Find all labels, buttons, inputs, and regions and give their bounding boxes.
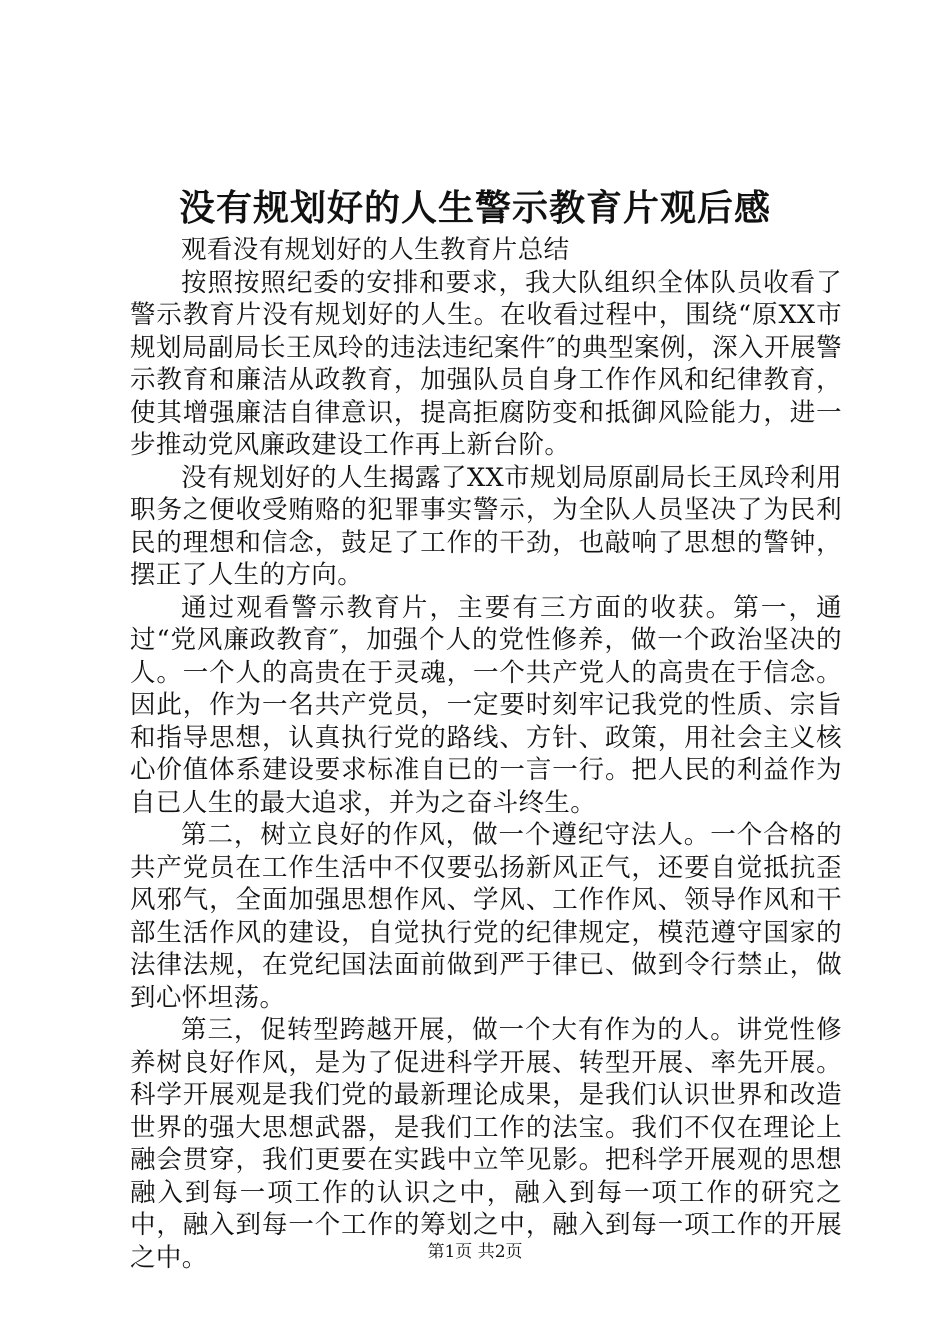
paragraph-3: 通过观看警示教育片，主要有三方面的收获。第一，通过“党风廉政教育″，加强个人的党性修养，做一个政治坚决的人。一个人的高贵在于灵魂，一个共产党人的高贵在于信念。因此，作为一名共产党员，一定要时刻牢记我党的性质、宗旨和指导思想，认真执行党的路线、方针、政策，用社会主义核心价值体系建设要求标准自已的一言一行。把人民的利益作为自已人生的最大追求，并为之奋斗终生。	[130, 592, 842, 818]
page-number-footer: 第1页 共2页	[427, 1242, 523, 1262]
paragraph-5: 第三，促转型跨越开展，做一个大有作为的人。讲党性修养树良好作风，是为了促进科学开展、转型开展、率先开展。科学开展观是我们党的最新理论成果，是我们认识世界和改造世界的强大思想武器，是我们工作的法宝。我们不仅在理论上融会贯穿，我们更要在实践中立竿见影。把科学开展观的思想融入到每一项工作的认识之中，融入到每一项工作的研究之中，融入到每一个工作的筹划之中，融入到每一项工作的开展之中。	[130, 1015, 842, 1273]
paragraph-1: 按照按照纪委的安排和要求，我大队组织全体队员收看了警示教育片没有规划好的人生。在收看过程中，围绕“原XX市规划局副局长王凤玲的违法违纪案件″的典型案例，深入开展警示教育和廉洁从政教育，加强队员自身工作作风和纪律教育，使其增强廉洁自律意识，提高拒腐防变和抵御风险能力，进一步推动党风廉政建设工作再上新台阶。	[130, 267, 842, 460]
paragraph-2: 没有规划好的人生揭露了XX市规划局原副局长王凤玲利用职务之便收受贿赂的犯罪事实警示，为全队人员坚决了为民利民的理想和信念，鼓足了工作的干劲，也敲响了思想的警钟，摆正了人生的方向。	[130, 462, 842, 590]
paragraph-4: 第二，树立良好的作风，做一个遵纪守法人。一个合格的共产党员在工作生活中不仅要弘扬新风正气，还要自觉抵抗歪风邪气，全面加强思想作风、学风、工作作风、领导作风和干部生活作风的建设，自觉执行党的纪律规定，模范遵守国家的法律法规，在党纪国法面前做到严于律已、做到令行禁止，做到心怀坦荡。	[130, 820, 842, 1013]
document-body	[130, 234, 842, 1274]
document-title: 没有规划好的人生警示教育片观后感	[178, 187, 771, 229]
paragraph-subtitle: 观看没有规划好的人生教育片总结	[181, 235, 570, 265]
